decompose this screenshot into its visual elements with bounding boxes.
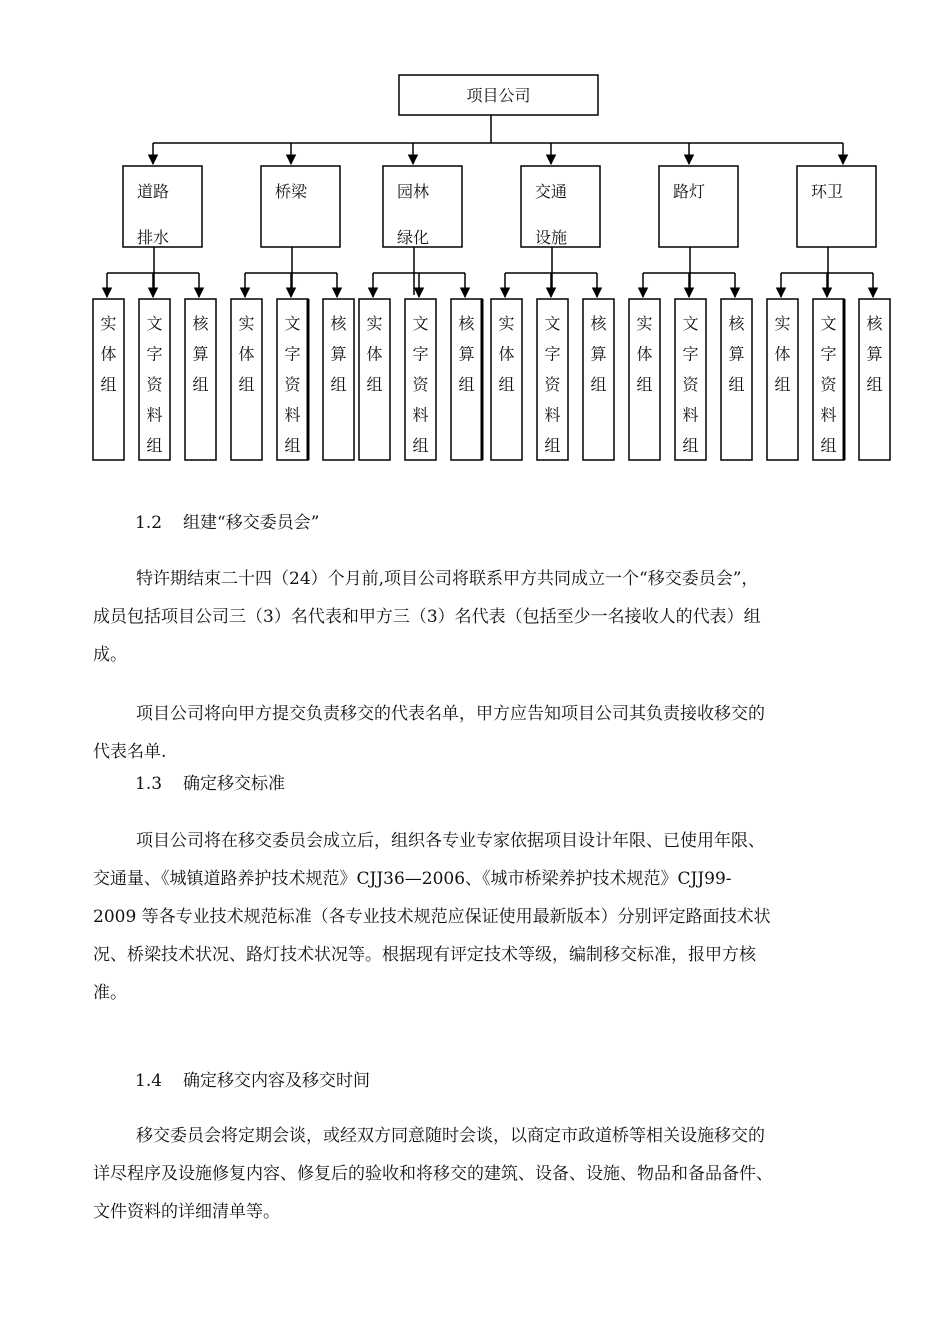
team-label-char: 算 <box>590 344 607 364</box>
dept-label: 设施 <box>535 228 568 247</box>
team-label-char: 核 <box>728 314 745 333</box>
team-label-char: 核 <box>590 314 607 333</box>
team-label-char: 料 <box>820 405 837 425</box>
team-label-char: 文 <box>146 314 163 333</box>
team-label-char: 体 <box>238 344 255 364</box>
team-label-char: 文 <box>682 314 699 333</box>
team-label-char: 组 <box>146 436 163 455</box>
dept-box <box>261 166 340 247</box>
team-label-char: 实 <box>498 314 515 333</box>
team-label-char: 组 <box>284 436 301 455</box>
team-label-char: 组 <box>544 436 561 455</box>
team-label-char: 料 <box>544 405 561 425</box>
paragraph-line: 代表名单. <box>93 742 167 762</box>
team-label-char: 资 <box>284 375 301 394</box>
org-root-label: 项目公司 <box>466 86 531 105</box>
team-label-char: 实 <box>366 314 383 333</box>
paragraph-line: 成员包括项目公司三（3）名代表和甲方三（3）名代表（包括至少一名接收人的代表）组 <box>93 607 761 627</box>
team-label-char: 算 <box>728 344 745 364</box>
paragraph-line: 项目公司将在移交委员会成立后，组织各专业专家依据项目设计年限、已使用年限、 <box>136 831 765 851</box>
team-label-char: 字 <box>412 344 429 364</box>
paragraph-line: 准。 <box>93 983 127 1003</box>
team-label-char: 组 <box>238 375 255 394</box>
team-label-char: 文 <box>544 314 561 333</box>
paragraph-line: 移交委员会将定期会谈，或经双方同意随时会谈，以商定市政道桥等相关设施移交的 <box>136 1126 765 1146</box>
org-chart <box>0 0 950 480</box>
team-label-char: 资 <box>820 375 837 394</box>
section-heading <box>135 1066 370 1091</box>
team-label-char: 组 <box>590 375 607 394</box>
paragraph <box>93 822 905 1012</box>
team-label-char: 算 <box>330 344 347 364</box>
team-label-char: 算 <box>866 344 883 364</box>
paragraph-line: 交通量、《城镇道路养护技术规范》CJJ36—2006、《城市桥梁养护技术规范》CJJ99- <box>93 869 732 889</box>
team-label-char: 组 <box>774 375 791 394</box>
dept-box <box>797 166 876 247</box>
dept-label: 交通 <box>535 182 568 201</box>
team-label-char: 字 <box>682 344 699 364</box>
team-label-char: 料 <box>284 405 301 425</box>
paragraph-line: 文件资料的详细清单等。 <box>93 1202 280 1222</box>
team-label-char: 组 <box>458 375 475 394</box>
team-label-char: 核 <box>458 314 475 333</box>
team-label-char: 组 <box>498 375 515 394</box>
team-label-char: 算 <box>192 344 209 364</box>
paragraph-line: 成。 <box>93 645 127 665</box>
team-label-char: 组 <box>728 375 745 394</box>
team-label-char: 资 <box>544 375 561 394</box>
team-label-char: 料 <box>412 405 429 425</box>
paragraph <box>93 695 905 771</box>
team-label-char: 料 <box>146 405 163 425</box>
team-label-char: 核 <box>866 314 883 333</box>
team-label-char: 组 <box>330 375 347 394</box>
section-number: 1.4 <box>135 1071 163 1091</box>
dept-label: 园林 <box>397 182 430 201</box>
team-label-char: 体 <box>366 344 383 364</box>
team-label-char: 文 <box>412 314 429 333</box>
team-label-char: 实 <box>100 314 117 333</box>
team-label-char: 文 <box>820 314 837 333</box>
section-heading <box>135 508 319 533</box>
team-label-char: 核 <box>330 314 347 333</box>
team-label-char: 文 <box>284 314 301 333</box>
team-label-char: 组 <box>820 436 837 455</box>
section-title: 组建“移交委员会” <box>183 513 320 533</box>
paragraph-line: 详尽程序及设施修复内容、修复后的验收和将移交的建筑、设备、设施、物品和备品备件、 <box>93 1164 773 1184</box>
team-label-char: 实 <box>238 314 255 333</box>
paragraph-line: 况、桥梁技术状况、路灯技术状况等。根据现有评定技术等级，编制移交标准，报甲方核 <box>93 945 756 965</box>
paragraph-line: 特许期结束二十四（24）个月前,项目公司将联系甲方共同成立一个“移交委员会”， <box>136 569 759 589</box>
team-label-char: 体 <box>498 344 515 364</box>
team-label-char: 核 <box>192 314 209 333</box>
section-heading <box>135 769 285 794</box>
dept-label: 环卫 <box>811 182 844 201</box>
team-label-char: 组 <box>866 375 883 394</box>
dept-label: 排水 <box>137 228 170 247</box>
team-label-char: 资 <box>682 375 699 394</box>
team-label-char: 组 <box>636 375 653 394</box>
paragraph-line: 2009 等各专业技术规范标准（各专业技术规范应保证使用最新版本）分别评定路面技术状 <box>93 907 771 927</box>
team-label-char: 体 <box>774 344 791 364</box>
section-number: 1.2 <box>135 513 163 533</box>
team-label-char: 字 <box>544 344 561 364</box>
team-label-char: 组 <box>366 375 383 394</box>
team-label-char: 字 <box>820 344 837 364</box>
team-label-char: 实 <box>636 314 653 333</box>
team-label-char: 组 <box>100 375 117 394</box>
dept-label: 路灯 <box>673 182 706 201</box>
team-label-char: 资 <box>412 375 429 394</box>
team-label-char: 组 <box>682 436 699 455</box>
dept-label: 桥梁 <box>275 182 308 201</box>
team-label-char: 资 <box>146 375 163 394</box>
section-title: 确定移交标准 <box>183 774 285 794</box>
dept-label: 道路 <box>137 182 170 201</box>
section-title: 确定移交内容及移交时间 <box>183 1071 370 1091</box>
dept-label: 绿化 <box>397 228 430 247</box>
team-label-char: 体 <box>100 344 117 364</box>
team-label-char: 算 <box>458 344 475 364</box>
paragraph <box>93 560 905 674</box>
team-label-char: 组 <box>412 436 429 455</box>
team-label-char: 字 <box>146 344 163 364</box>
team-label-char: 实 <box>774 314 791 333</box>
paragraph <box>93 1117 905 1231</box>
team-label-char: 体 <box>636 344 653 364</box>
dept-box <box>659 166 738 247</box>
team-label-char: 料 <box>682 405 699 425</box>
team-label-char: 组 <box>192 375 209 394</box>
paragraph-line: 项目公司将向甲方提交负责移交的代表名单，甲方应告知项目公司其负责接收移交的 <box>136 704 765 724</box>
team-label-char: 字 <box>284 344 301 364</box>
section-number: 1.3 <box>135 774 163 794</box>
